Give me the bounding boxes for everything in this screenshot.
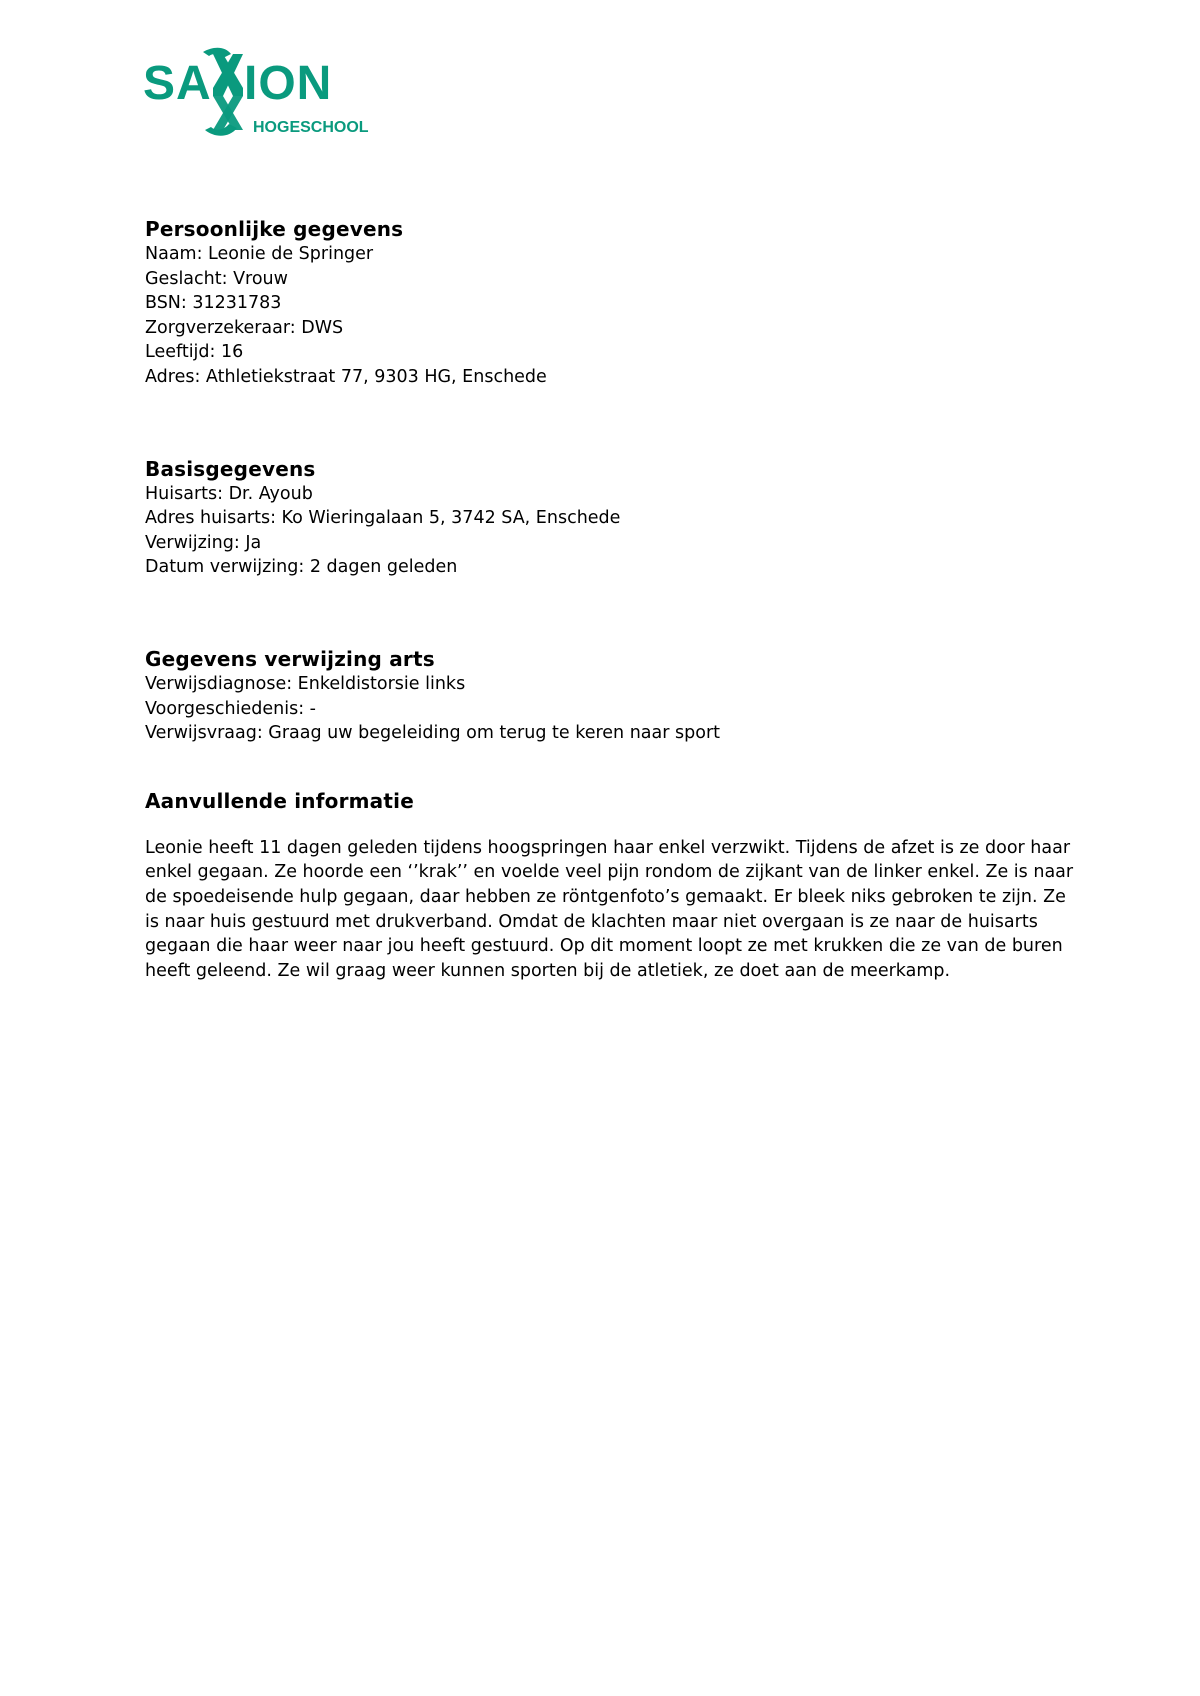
section-basis — [145, 456, 1085, 580]
logo-brand-text-right: ION — [244, 57, 333, 110]
referral-history: Voorgeschiedenis: - — [145, 698, 316, 719]
logo-sub-text: HOGESCHOOL — [253, 119, 369, 136]
basis-gp: Huisarts: Dr. Ayoub — [145, 483, 313, 504]
personal-gender: Geslacht: Vrouw — [145, 268, 288, 289]
section-title-referral: Gegevens verwijzing arts — [145, 646, 435, 671]
section-referral — [145, 646, 1085, 746]
referral-diagnosis: Verwijsdiagnose: Enkeldistorsie links — [145, 673, 466, 694]
saxion-logo — [143, 44, 393, 140]
document-content — [145, 216, 1085, 983]
personal-name: Naam: Leonie de Springer — [145, 244, 374, 264]
personal-address: Adres: Athletiekstraat 77, 9303 HG, Enschede — [145, 366, 547, 387]
section-title-basis: Basisgegevens — [145, 456, 316, 481]
section-personal — [145, 216, 1085, 390]
personal-insurer: Zorgverzekeraar: DWS — [145, 317, 344, 338]
extra-paragraph: Leonie heeft 11 dagen geleden tijdens hoogspringen haar enkel verzwikt. Tijdens de afzet is ze door haar enkel gegaan. Ze hoorde een ‘’krak’’ en voelde veel pijn rondom de zijkant van de linker enkel. Ze is naar de spoedeisende hulp gegaan, daar hebben ze röntgenfoto’s gemaakt. Er bleek niks gebroken te zijn. Ze is naar huis gestuurd met drukverband. Omdat de klachten maar niet overgaan is ze naar de huisarts gegaan die haar weer naar jou heeft gestuurd. Op dit moment loopt ze met krukken die ze van de buren heeft geleend. Ze wil graag weer kunnen sporten bij de atletiek, ze doet aan de meerkamp. — [145, 837, 1074, 981]
referral-question: Verwijsvraag: Graag uw begeleiding om terug te keren naar sport — [145, 723, 720, 744]
basis-gp-address: Adres huisarts: Ko Wieringalaan 5, 3742 SA, Enschede — [145, 508, 621, 529]
section-title-personal: Persoonlijke gegevens — [145, 217, 404, 241]
section-title-extra: Aanvullende informatie — [145, 788, 414, 813]
basis-referral: Verwijzing: Ja — [145, 532, 262, 553]
basis-referral-date: Datum verwijzing: 2 dagen geleden — [145, 557, 458, 578]
personal-bsn: BSN: 31231783 — [145, 293, 282, 314]
personal-age: Leeftijd: 16 — [145, 342, 244, 363]
section-extra — [145, 788, 1085, 984]
logo-brand-text: SA — [143, 57, 212, 110]
